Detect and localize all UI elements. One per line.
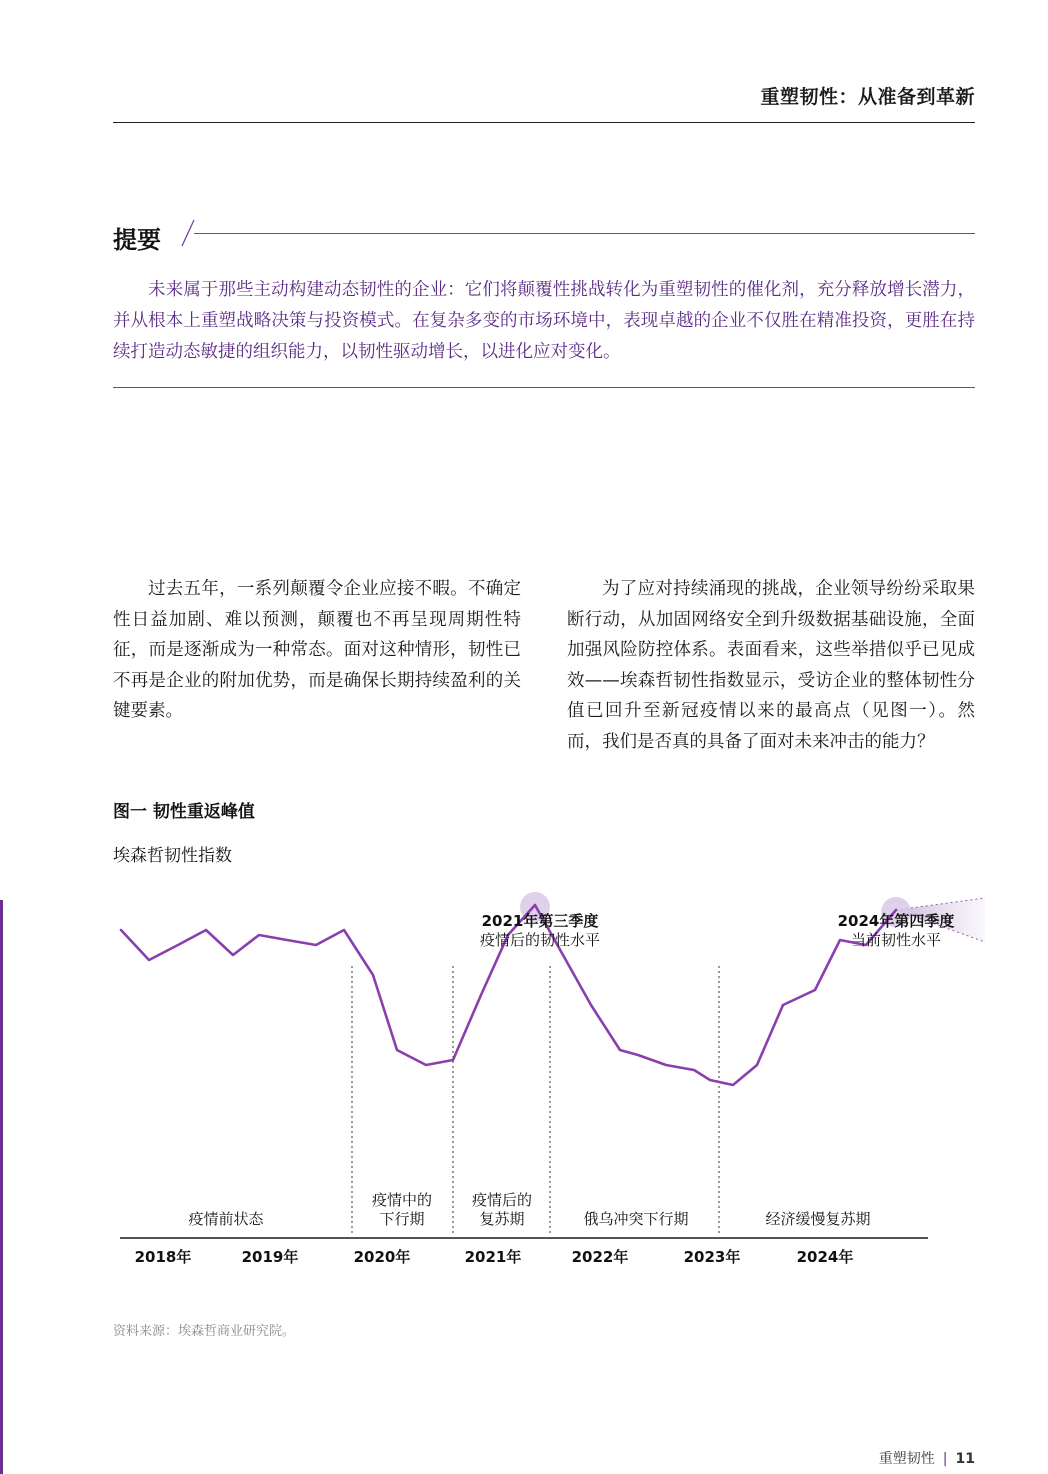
annotation-2024q4-subtitle: 当前韧性水平 [850,931,942,949]
summary-heading: 提要 [113,226,161,254]
figure-subtitle: 埃森哲韧性指数 [113,846,232,866]
page-number: 11 [955,1451,975,1467]
footer-separator: | [942,1451,948,1467]
header-rule [113,122,975,123]
phase-label-1-line0: 疫情中的 [371,1191,433,1209]
summary-rule-bottom [113,387,975,388]
annotation-2021q3-subtitle: 疫情后的韧性水平 [479,931,601,949]
x-tick-label-6: 2024年 [796,1248,854,1266]
footer-label: 重塑韧性 [878,1451,935,1467]
phase-label-2-line0: 疫情后的 [471,1191,533,1209]
running-header: 重塑韧性：从准备到革新 [760,86,975,108]
page-footer [879,1448,975,1468]
phase-label-1-line1: 下行期 [379,1210,425,1228]
phase-label-4: 经济缓慢复苏期 [765,1210,871,1228]
phase-label-3: 俄乌冲突下行期 [583,1210,689,1228]
x-tick-label-5: 2023年 [683,1248,741,1266]
x-tick-label-3: 2021年 [464,1248,522,1266]
summary-text: 未来属于那些主动构建动态韧性的企业：它们将颠覆性挑战转化为重塑韧性的催化剂，充分释放增长潜力，并从根本上重塑战略决策与投资模式。在复杂多变的市场环境中，表现卓越的企业不仅胜在精准投资，更胜在持续打造动态敏捷的组织能力，以韧性驱动增长，以进化应对变化。 [113,280,975,362]
x-tick-label-0: 2018年 [134,1248,192,1266]
annotation-2021q3-title: 2021年第三季度 [481,912,599,930]
phase-label-2-line1: 复苏期 [479,1210,525,1228]
x-tick-label-2: 2020年 [353,1248,411,1266]
figure-title: 图一 韧性重返峰值 [113,802,255,822]
summary-rule-top [194,233,975,234]
annotation-2024q4-title: 2024年第四季度 [837,912,955,930]
body-paragraph-left: 过去五年，一系列颠覆令企业应接不暇。不确定性日益加剧、难以预测，颠覆也不再呈现周期性特征，而是逐渐成为一种常态。面对这种情形，韧性已不再是企业的附加优势，而是确保长期持续盈利的关键要素。 [113,579,521,721]
phase-label-0: 疫情前状态 [188,1210,264,1228]
body-paragraph-right: 为了应对持续涌现的挑战，企业领导纷纷采取果断行动，从加固网络安全到升级数据基础设施，全面加强风险防控体系。表面看来，这些举措似乎已见成效——埃森哲韧性指数显示，受访企业的整体韧性分值已回升至新冠疫情以来的最高点（见图一）。然而，我们是否真的具备了面对未来冲击的能力？ [567,579,975,752]
resilience-index-chart [0,880,1048,1290]
figure-source: 资料来源：埃森哲商业研究院。 [113,1324,296,1339]
x-tick-label-4: 2022年 [571,1248,629,1266]
x-tick-label-1: 2019年 [241,1248,299,1266]
